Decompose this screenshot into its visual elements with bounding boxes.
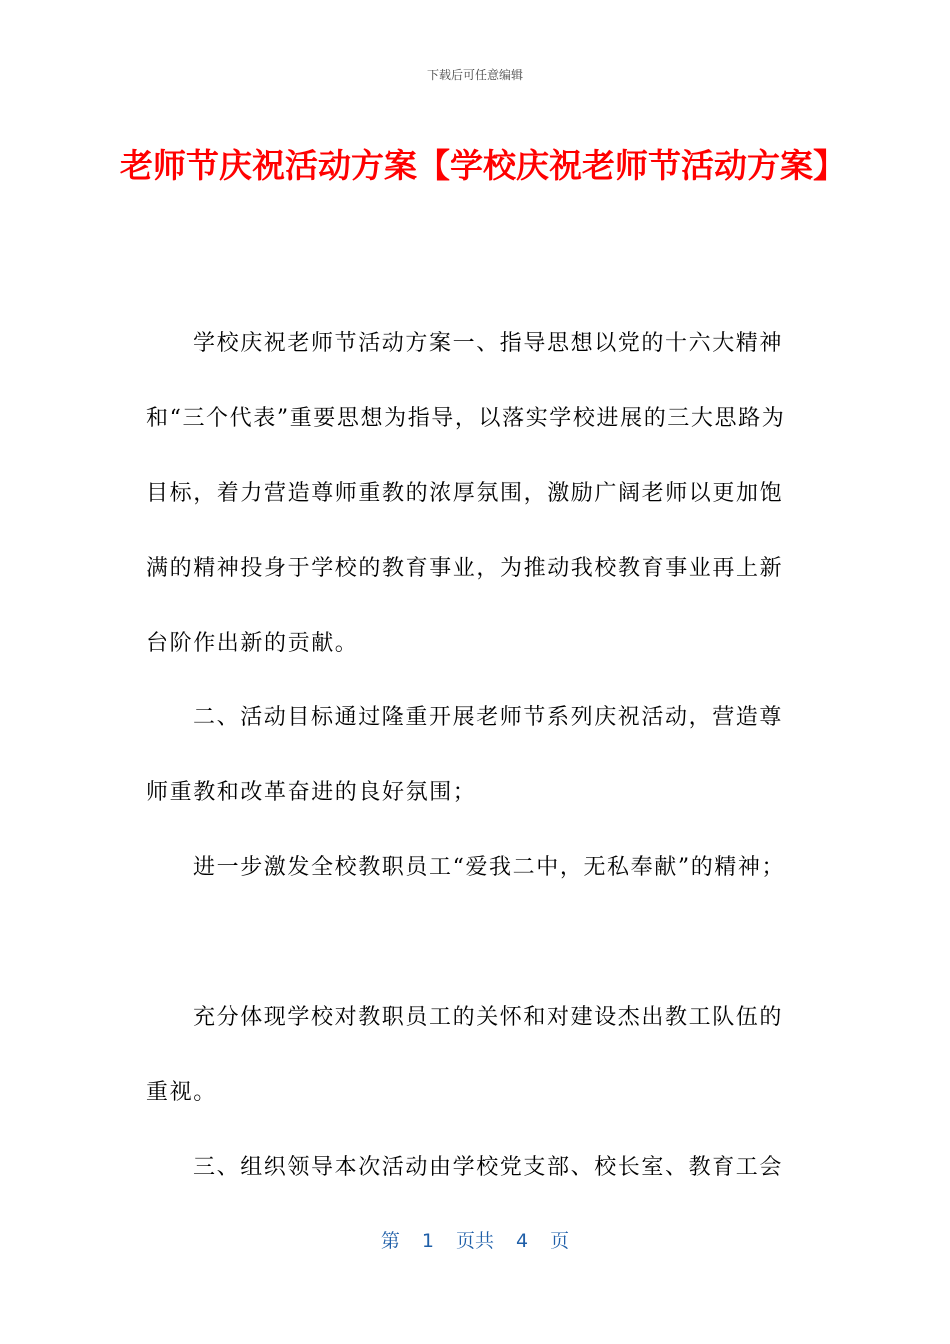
footer-page-number: 1 [421, 1230, 434, 1252]
paragraph-4: 充分体现学校对教职员工的关怀和对建设杰出教工队伍的重视。 [146, 1005, 784, 1105]
paragraph-2: 二、活动目标通过隆重开展老师节系列庆祝活动，营造尊师重教和改革奋进的良好氛围； [146, 705, 784, 805]
paragraph-3: 进一步激发全校教职员工“爱我二中，无私奉献”的精神； [193, 855, 786, 880]
page-footer [0, 1226, 950, 1253]
footer-middle: 页共 [455, 1230, 494, 1252]
footer-suffix: 页 [550, 1230, 570, 1252]
paragraph-5: 三、组织领导本次活动由学校党支部、校长室、教育工会 [193, 1155, 784, 1180]
header-note: 下载后可任意编辑 [426, 68, 523, 82]
document-title: 老师节庆祝活动方案【学校庆祝老师节活动方案】 [120, 146, 846, 185]
footer-prefix: 第 [380, 1230, 400, 1252]
footer-total-pages: 4 [516, 1230, 529, 1252]
paragraph-1: 学校庆祝老师节活动方案一、指导思想以党的十六大精神和“三个代表”重要思想为指导，以落实学校进展的三大思路为目标，着力营造尊师重教的浓厚氛围，激励广阔老师以更加饱满的精神投身于学校的教育事业，为推动我校教育事业再上新台阶作出新的贡献。 [146, 331, 786, 656]
